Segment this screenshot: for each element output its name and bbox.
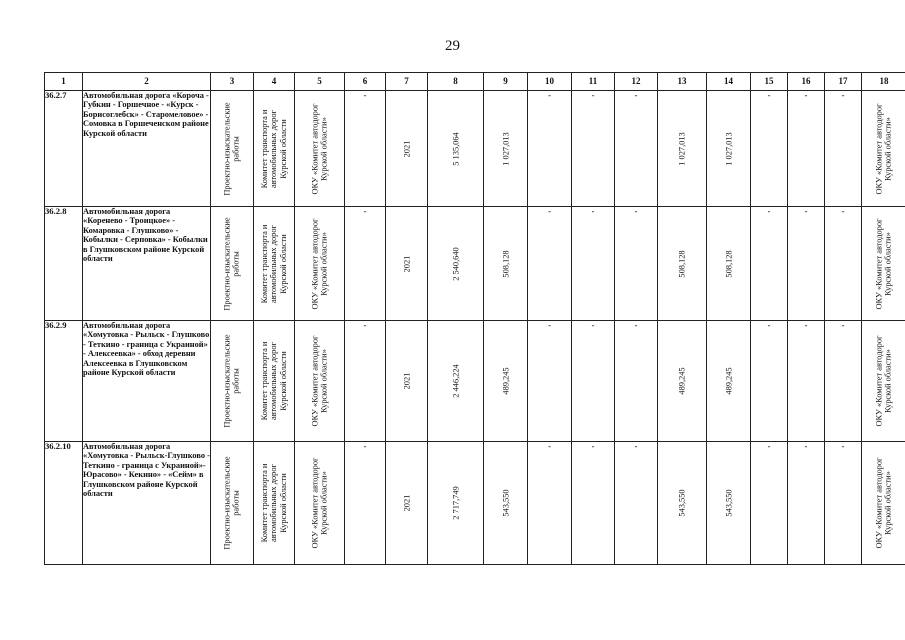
total-cost: 2 446,224 [450, 364, 460, 398]
year-value: 2021 [401, 494, 411, 512]
cell-value: - [825, 442, 862, 565]
road-name: Автомобильная дорога «Хомутовка - Рыльск - Глушково - Теткино - граница с Украиной» - Алексеевка» - обход деревни Алексеевка в Глушковском районе Курской области [83, 321, 211, 442]
page-number: 29 [445, 38, 460, 54]
work-type: Проектно-изыскательские работы [222, 456, 241, 550]
funding-value: 508,128 [500, 249, 510, 278]
cell-value: - [615, 321, 658, 442]
funding-value: 508,128 [723, 249, 733, 278]
row-number: 36.2.8 [45, 207, 83, 321]
header-cell: 18 [862, 73, 905, 91]
header-cell: 11 [572, 73, 615, 91]
cell-value: - [825, 91, 862, 207]
cell-value: - [751, 91, 788, 207]
cell-value: - [572, 442, 615, 565]
cell-value: - [345, 321, 386, 442]
executor: ОКУ «Комитет автодорог Курской области» [310, 103, 329, 195]
road-name: Автомобильная дорога «Короча - Губкин - Горшечное - «Курск - Борисоглебск» - Старомеловое» - Сомовка в Горшеченском районе Курской области [83, 91, 211, 207]
executor: ОКУ «Комитет автодорог Курской области» [874, 335, 893, 427]
header-cell: 10 [528, 73, 572, 91]
header-cell: 9 [484, 73, 528, 91]
work-type: Проектно-изыскательские работы [222, 216, 241, 311]
road-name: Автомобильная дорога «Хомутовка - Рыльск-Глушково - Теткино - граница с Украиной»-Юрасово» - Кекино» - «Сейм» в Глушковском районе Курской области [83, 442, 211, 565]
funding-value: 489,245 [677, 367, 687, 395]
row-number: 36.2.7 [45, 91, 83, 207]
cell-value: - [825, 321, 862, 442]
cell-value: - [788, 321, 825, 442]
table-row [45, 321, 905, 442]
header-cell: 15 [751, 73, 788, 91]
header-cell: 3 [211, 73, 254, 91]
table-row [45, 207, 905, 321]
header-row [45, 73, 905, 91]
funding-value: 543,550 [723, 489, 733, 517]
executor: ОКУ «Комитет автодорог Курской области» [310, 335, 329, 427]
cell-value: - [615, 91, 658, 207]
total-cost: 2 717,749 [450, 486, 460, 520]
total-cost: 2 540,640 [450, 246, 460, 281]
funding-value: 1 027,013 [500, 131, 510, 166]
executor: ОКУ «Комитет автодорог Курской области» [874, 457, 893, 549]
cell-value: - [825, 207, 862, 321]
header-cell: 2 [83, 73, 211, 91]
header-cell: 4 [254, 73, 295, 91]
responsible-committee: Комитет транспорта и автомобильных дорог Курской области [259, 109, 288, 188]
responsible-committee: Комитет транспорта и автомобильных дорог Курской области [259, 463, 288, 543]
executor: ОКУ «Комитет автодорог Курской области» [310, 457, 329, 549]
executor: ОКУ «Комитет автодорог Курской области» [310, 218, 329, 310]
cell-value: - [572, 207, 615, 321]
header-cell: 7 [386, 73, 428, 91]
road-name: Автомобильная дорога «Коренево - Троицкое» - Комаровка - Глушково» - Кобылки - Серповка» - Кобылки в Глушковском районе Курской области [83, 207, 211, 321]
header-cell: 1 [45, 73, 83, 91]
year-value: 2021 [401, 372, 411, 390]
header-cell: 12 [615, 73, 658, 91]
cell-value: - [615, 442, 658, 565]
funding-value: 1 027,013 [723, 131, 733, 166]
cell-value: - [615, 207, 658, 321]
work-type: Проектно-изыскательские работы [222, 334, 241, 428]
work-type: Проектно-изыскательские работы [222, 101, 241, 196]
cell-value: - [751, 442, 788, 565]
header-cell: 14 [707, 73, 751, 91]
year-value: 2021 [401, 140, 411, 157]
responsible-committee: Комитет транспорта и автомобильных дорог Курской области [259, 341, 288, 421]
header-cell: 13 [658, 73, 707, 91]
table-row [45, 91, 905, 207]
funding-value: 1 027,013 [677, 131, 687, 166]
cell-value: - [572, 91, 615, 207]
cell-value: - [751, 207, 788, 321]
cell-value: - [528, 442, 572, 565]
cell-value: - [788, 207, 825, 321]
row-number: 36.2.10 [45, 442, 83, 565]
cell-value: - [788, 91, 825, 207]
header-cell: 6 [345, 73, 386, 91]
cell-value: - [751, 321, 788, 442]
total-cost: 5 135,064 [450, 131, 460, 166]
executor: ОКУ «Комитет автодорог Курской области» [874, 218, 893, 310]
funding-value: 489,245 [723, 367, 733, 395]
cell-value: - [528, 91, 572, 207]
funding-value: 543,550 [500, 489, 510, 517]
cell-value: - [345, 91, 386, 207]
table-row [45, 442, 905, 565]
funding-value: 489,245 [500, 367, 510, 395]
row-number: 36.2.9 [45, 321, 83, 442]
cell-value: - [788, 442, 825, 565]
cell-value: - [528, 321, 572, 442]
header-cell: 8 [428, 73, 484, 91]
header-cell: 17 [825, 73, 862, 91]
funding-value: 508,128 [677, 249, 687, 278]
cell-value: - [345, 442, 386, 565]
header-cell: 16 [788, 73, 825, 91]
funding-value: 543,550 [677, 489, 687, 517]
header-cell: 5 [295, 73, 345, 91]
executor: ОКУ «Комитет автодорог Курской области» [874, 103, 893, 195]
responsible-committee: Комитет транспорта и автомобильных дорог Курской области [259, 224, 288, 303]
program-table [44, 72, 905, 565]
cell-value: - [528, 207, 572, 321]
cell-value: - [572, 321, 615, 442]
year-value: 2021 [401, 255, 411, 272]
cell-value: - [345, 207, 386, 321]
